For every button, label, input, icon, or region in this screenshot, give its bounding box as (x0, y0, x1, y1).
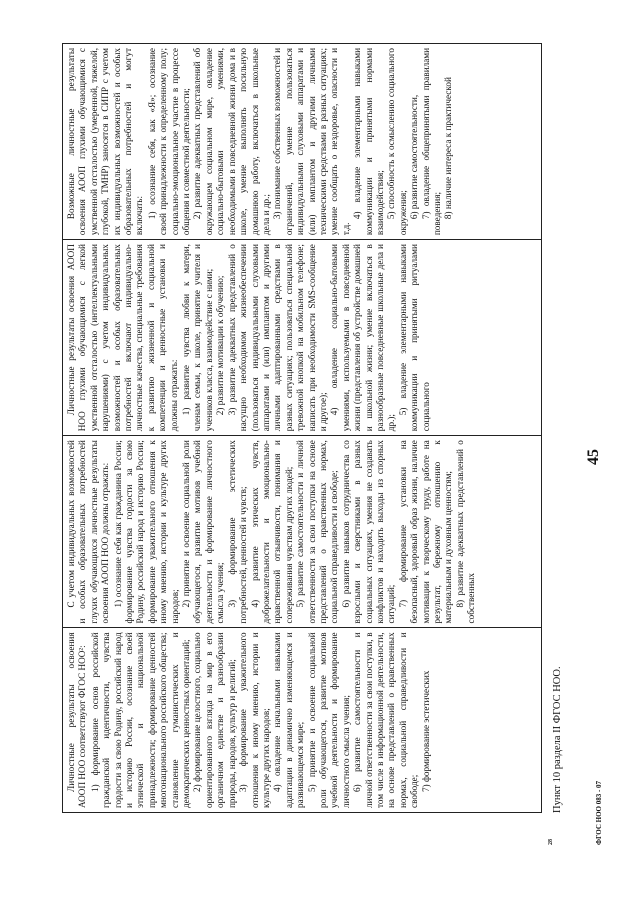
list-item: 5) принятие и освоение социальной роли обучающегося, развитие мотивов учебной деятельности и формирование личностного смысла учения; (306, 632, 351, 808)
column-1-heading: Личностные результаты освоения АООП НОО соответствуют ФГОС НОО²: (66, 632, 88, 808)
list-item: 1) осознание себя как гражданина России; формирование чувства гордости за свою Родину, российский народ и историю России; формирование уважительного отношения к иному мнению, истории и культуре других народов; (112, 440, 180, 624)
list-item: 4) овладение начальными навыками адаптации в динамично изменяющемся и развивающемся мире; (272, 632, 306, 808)
list-item: 5) способность к осмыслению социального окружения; (386, 48, 408, 236)
list-item: 7) формирование эстетических (420, 670, 431, 792)
column-1-cell (63, 628, 542, 813)
column-3-heading: Личностные результаты освоения АООП НОО глухими обучающимися с легкой умственной отсталостью (интеллектуальными нарушениями) с учетом индивидуальных возможностей и особых образовательных потребностей включают индивидуально-личностные качества, специальные требования к развитию жизненной и социальной компетенции и ценностные установки и должны отражать: (66, 244, 179, 432)
list-item: 3) понимание собственных возможностей и ограничений, умение пользоваться индивидуальными слуховыми аппаратами и (или) имплантом и другими личными техническими средствами в разных ситуациях; умение сообщать о нездоровье, опасности и т.д. (272, 48, 351, 236)
list-item: 4) владение элементарными навыками коммуникации и принятыми нормами взаимодействия; (352, 48, 385, 236)
list-item: 4) овладение социально-бытовыми умениями, используемыми в повседневной жизни (представления об устройстве домашней и школьной жизни; умение включаться в разнообразные повседневные школьные дела и др.); (329, 244, 397, 432)
footer-code: ФГОС НОО 083 - 07 (595, 780, 603, 845)
table-row (63, 44, 542, 813)
list-item: 2) развитие мотивации к обучению; (215, 275, 226, 416)
list-item: 2) развитие адекватных представлений об окружающем социальном мире, овладение социально-бытовыми умениями, необходимыми в повседневной жизни дома и в школе, умение выполнять посильную домашнюю работу, включаться в школьные дела и др.; (192, 48, 271, 236)
column-2-heading: С учетом индивидуальных возможностей и особых образовательных потребностей глухих обучающихся личностные результаты освоения АООП НОО должны отражать: (66, 440, 111, 624)
list-item: 8) развитие адекватных представлений о собственных (454, 440, 477, 624)
list-item: 5) развитие самостоятельности и личной ответственности за свои поступки на основе представлений о нравственных нормах, социальной справедливости и свободе; (295, 440, 340, 624)
list-item: 3) развитие адекватных представлений о насущно необходимом жизнеобеспечении (пользоваться индивидуальными слуховыми аппаратами и (или) имплантом и другими личными адаптированными средствами в разных ситуациях; пользоваться специальной тревожной кнопкой на мобильном телефоне; написать при необходимости SMS-сообщение и другое); (226, 244, 328, 432)
list-item: 7) формирование установки на безопасный, здоровый образ жизни, наличие мотивации к творческому труду, работе на результат, бережному отношению к материальным и духовным ценностям; (397, 440, 454, 624)
list-item: 7) овладение общепринятыми правилами поведения; (420, 48, 442, 236)
results-table (62, 43, 542, 813)
list-item: 5) владение элементарными навыками коммуникации и принятыми ритуалами социального (397, 244, 431, 432)
list-item: 3) формирование уважительного отношения к иному мнению, истории и культуре других народов; (238, 632, 271, 808)
column-4-cell (63, 44, 542, 240)
page-number: 45 (585, 449, 602, 465)
list-item: 4) развитие этических чувств, доброжелательности и эмоционально-нравственной отзывчивости, понимания и сопереживания чувствам других людей; (249, 440, 294, 624)
list-item: 1) развитие чувства любви к матери, членам семьи, к школе, принятие учителя и учеников класса, взаимодействие с ними; (181, 244, 214, 432)
column-4-heading: Возможные личностные результаты освоения АООП глухими обучающимися с умственной отсталостью (умеренной, тяжелой, глубокой, ТМНР) заносятся в СИПР с учетом их индивидуальных возможностей и особых образовательных потребностей и могут включать: (66, 48, 145, 236)
list-item: 3) формирование эстетических потребностей, ценностей и чувств; (226, 440, 249, 624)
list-item: 8) наличие интереса к практической (443, 77, 454, 220)
list-item: 6) развитие навыков сотрудничества со взрослыми и сверстниками в разных социальных ситуациях, умения не создавать конфликтов и находить выходы из спорных ситуаций; (340, 440, 397, 624)
list-item: 1) осознание себя, как «Я»; осознание своей принадлежности к определенному полу; социально-эмоциональное участие в процессе общения и совместной деятельности; (146, 48, 192, 236)
footnote-number: 28 (548, 839, 554, 845)
list-item: 2) формирование целостного, социально ориентированного взгляда на мир в его органичном единстве и разнообразии природы, народов, культур и религий; (192, 632, 237, 808)
column-2-cell (63, 436, 542, 628)
list-item: 2) принятие и освоение социальной роли обучающегося, развитие мотивов учебной деятельности и формирование личностного смысла учения; (181, 440, 226, 624)
list-item: 6) развитие самостоятельности и личной ответственности за свои поступки, в том числе в информационной деятельности, на основе представлений о нравственных нормах, социальной справедливости и свободе; (352, 632, 420, 808)
list-item: 1) формирование основ российской гражданской идентичности, чувства гордости за свою Родину, российский народ и историю России, осознание своей этнической и национальной принадлежности; формирование ценностей многонационального российского общества; становление гуманистических и демократических ценностных ориентаций; (89, 632, 192, 808)
column-3-cell (63, 240, 542, 436)
footnote-text: Пункт 10 раздела II ФГОС НОО. (552, 666, 563, 813)
list-item: 6) развитие самостоятельности, (409, 94, 420, 220)
